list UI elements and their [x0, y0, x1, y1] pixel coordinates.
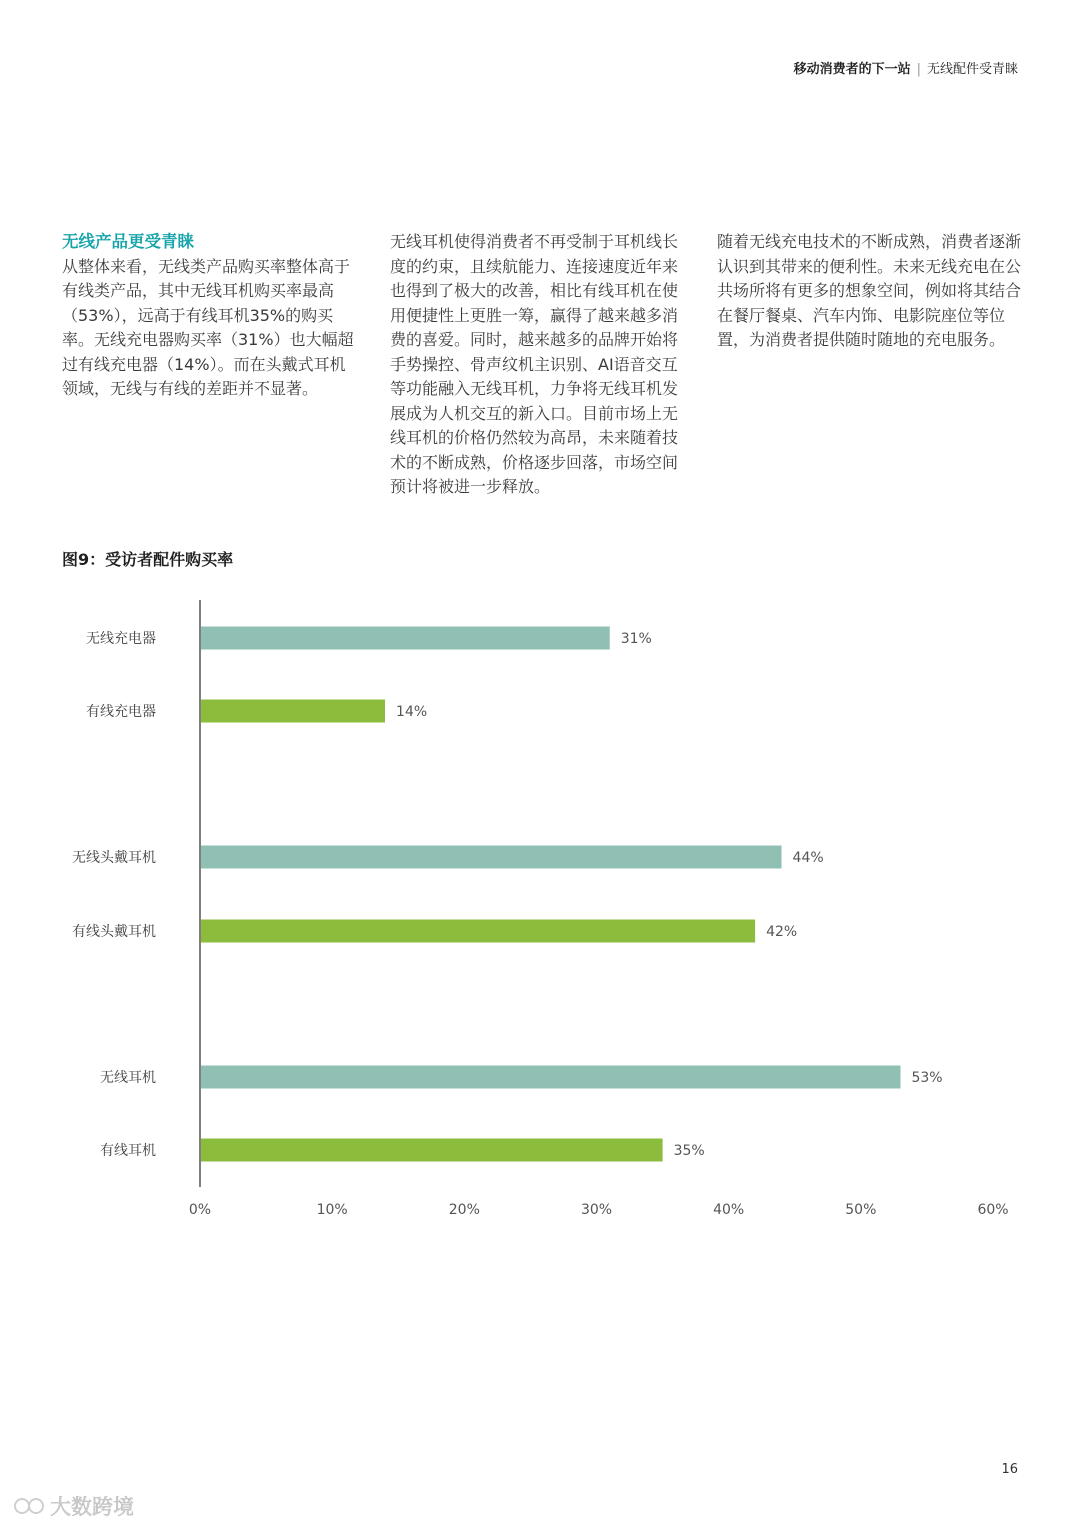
- bar-4: [201, 920, 755, 943]
- text-column-2: [390, 230, 692, 500]
- bar-2: [201, 700, 385, 723]
- bar-5: [201, 1066, 900, 1089]
- header-separator: |: [916, 62, 921, 77]
- value-label: 31%: [620, 631, 652, 647]
- bar-6: [201, 1139, 663, 1162]
- x-tick-label: 20%: [448, 1202, 480, 1218]
- category-label: 有线耳机: [100, 1143, 156, 1159]
- category-label: 无线头戴耳机: [72, 850, 156, 866]
- value-label: 14%: [396, 704, 428, 720]
- purchase-rate-bar-chart: [0, 590, 1080, 1230]
- x-tick-label: 50%: [845, 1202, 877, 1218]
- bar-3: [201, 846, 782, 869]
- column-2-paragraph: 无线耳机使得消费者不再受制于耳机线长度的约束，且续航能力、连接速度近年来也得到了极大的改善，相比有线耳机在使用便捷性上更胜一筹，赢得了越来越多消费的喜爱。同时，越来越多的品牌开始将手势操控、骨声纹机主识别、AI语音交互等功能融入无线耳机，力争将无线耳机发展成为人机交互的新入口。目前市场上无线耳机的价格仍然较为高昂，未来随着技术的不断成熟，价格逐步回落，市场空间预计将被进一步释放。: [390, 232, 679, 496]
- category-label: 有线充电器: [86, 704, 156, 720]
- value-label: 42%: [766, 924, 798, 940]
- page-number: 16: [1001, 1462, 1018, 1477]
- column-1-paragraph: 从整体来看，无线类产品购买率整体高于有线类产品，其中无线耳机购买率最高（53%），远高于有线耳机35%的购买率。无线充电器购买率（31%）也大幅超过有线充电器（14%）。而在头戴式耳机领域，无线与有线的差距并不显著。: [62, 256, 354, 398]
- column-3-paragraph: 随着无线充电技术的不断成熟，消费者逐渐认识到其带来的便利性。未来无线充电在公共场所将有更多的想象空间，例如将其结合在餐厅餐桌、汽车内饰、电影院座位等位置，为消费者提供随时随地的充电服务。: [717, 232, 1022, 349]
- category-label: 无线充电器: [86, 631, 156, 647]
- section-title: 无线配件受青睐: [926, 62, 1018, 77]
- watermark-logo: [10, 1490, 150, 1522]
- text-column-3: [717, 230, 1022, 353]
- watermark-icon: [10, 1490, 150, 1522]
- value-label: 53%: [911, 1070, 943, 1086]
- watermark-text: 大数跨境: [50, 1495, 134, 1519]
- report-title: 移动消费者的下一站: [793, 62, 911, 77]
- category-label: 无线耳机: [100, 1070, 156, 1086]
- value-label: 35%: [673, 1143, 705, 1159]
- running-header: [794, 58, 1018, 77]
- x-tick-label: 0%: [188, 1202, 212, 1218]
- x-tick-label: 10%: [316, 1202, 348, 1218]
- bar-1: [201, 627, 610, 650]
- section-heading: 无线产品更受青睐: [62, 232, 194, 251]
- x-tick-label: 60%: [977, 1202, 1009, 1218]
- text-column-1: [62, 230, 358, 402]
- x-tick-label: 40%: [713, 1202, 745, 1218]
- value-label: 44%: [792, 850, 824, 866]
- category-label: 有线头戴耳机: [72, 924, 156, 940]
- figure-title: 图9：受访者配件购买率: [62, 550, 234, 569]
- x-tick-label: 30%: [580, 1202, 613, 1218]
